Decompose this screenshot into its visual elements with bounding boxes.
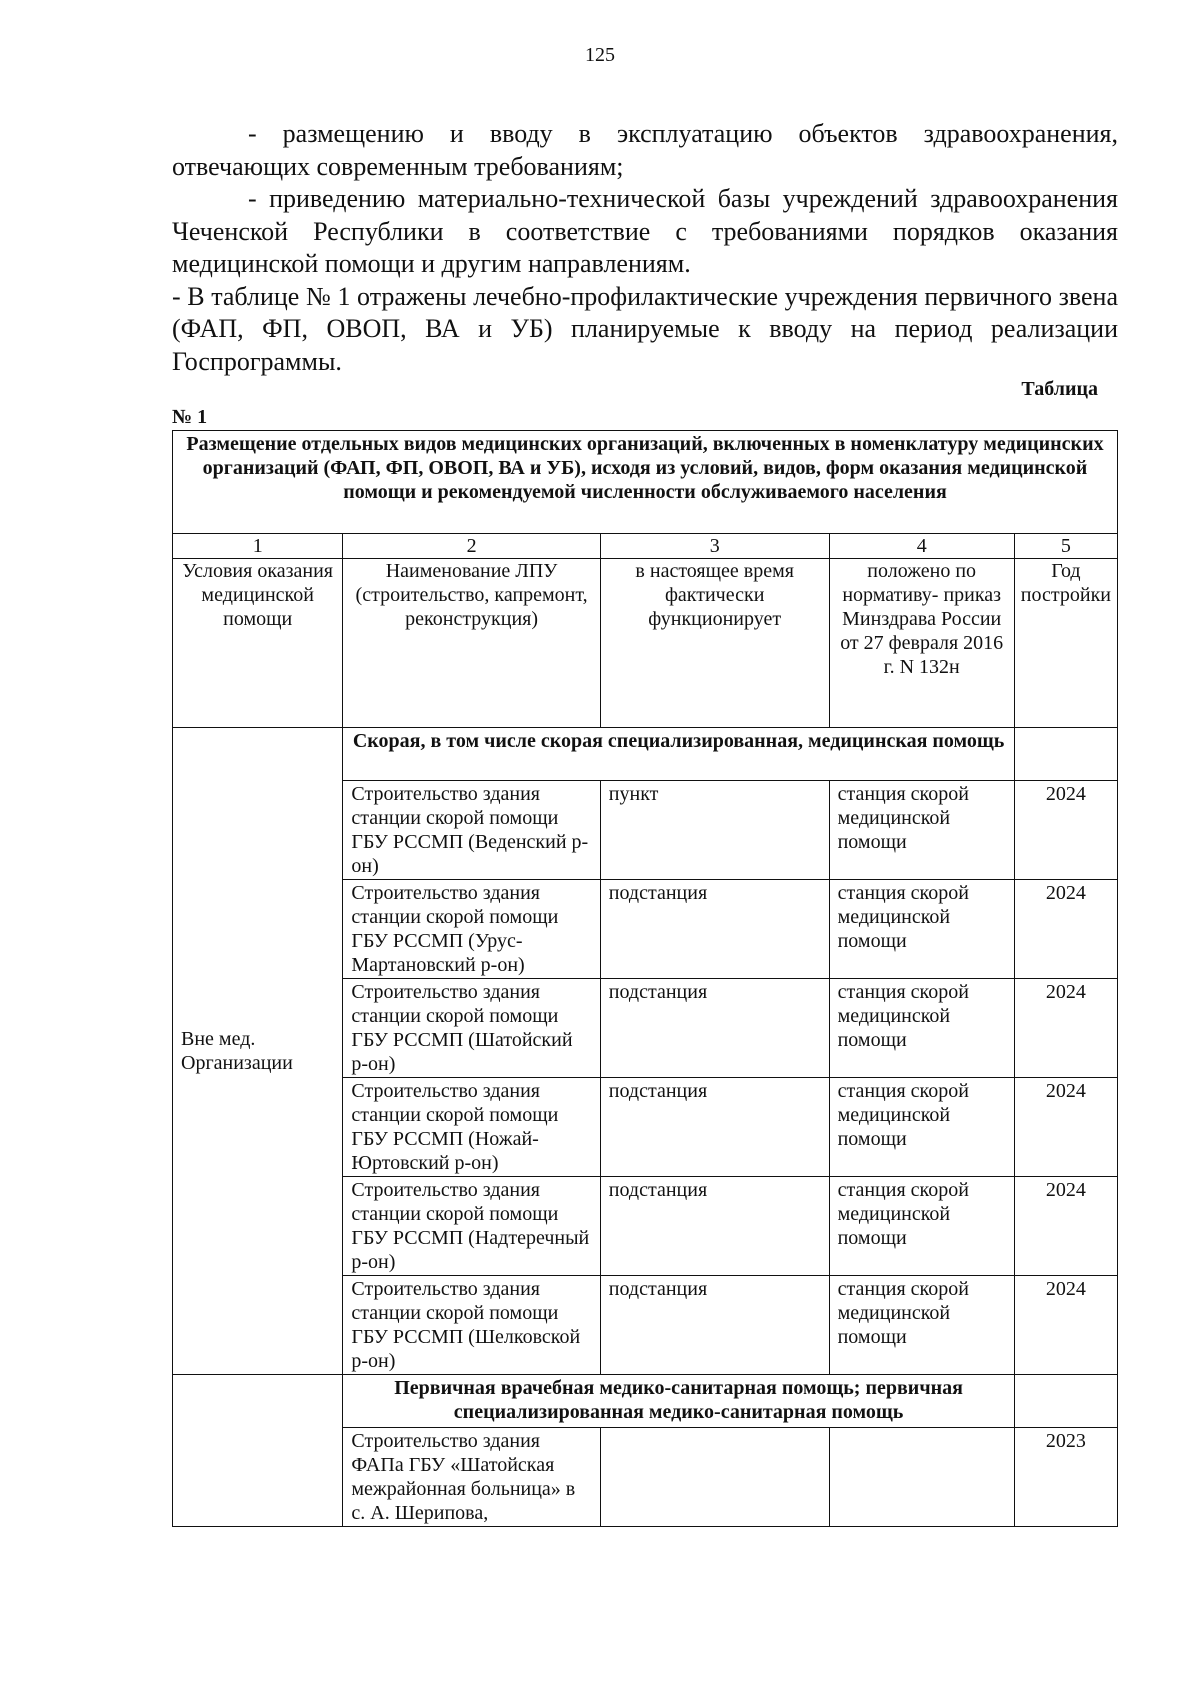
section-row [173, 728, 1118, 781]
facilities-table [172, 430, 1118, 1527]
year-built: 2024 [1014, 1276, 1117, 1375]
facility-name: Строительство здания станции скорой помощи ГБУ РССМП (Шатойский р-он) [343, 979, 600, 1078]
column-header-conditions: Условия оказания медицинской помощи [173, 559, 343, 728]
section-heading: Первичная врачебная медико-санитарная помощь; первичная специализированная медико-санитарная помощь [343, 1375, 1014, 1428]
table-caption [0, 378, 1200, 438]
section-row [173, 1375, 1118, 1428]
facility-name: Строительство здания станции скорой помощи ГБУ РССМП (Ножай-Юртовский р-он) [343, 1078, 600, 1177]
condition-cell: Вне мед. Организации [173, 728, 343, 1375]
facility-name: Строительство здания ФАПа ГБУ «Шатойская межрайонная больница» в с. А. Шерипова, [343, 1428, 600, 1527]
norm-status: станция скорой медицинской помощи [829, 1177, 1014, 1276]
empty-cell [1014, 728, 1117, 781]
facility-name: Строительство здания станции скорой помощи ГБУ РССМП (Урус-Мартановский р-он) [343, 880, 600, 979]
intro-text [172, 118, 1118, 378]
table-caption-label: Таблица [1021, 378, 1098, 400]
intro-paragraph: - приведению материально-технической базы учреждений здравоохранения Чеченской Республики в соответствие с требованиями порядков оказания медицинской помощи и другим направлениям. [172, 184, 1118, 278]
year-built: 2024 [1014, 979, 1117, 1078]
column-number: 1 [173, 534, 343, 559]
norm-status: станция скорой медицинской помощи [829, 880, 1014, 979]
column-header-year: Год постройки [1014, 559, 1117, 728]
column-number: 4 [829, 534, 1014, 559]
year-built: 2024 [1014, 781, 1117, 880]
current-status [600, 1428, 829, 1527]
column-number: 5 [1014, 534, 1117, 559]
empty-cell [1014, 1375, 1117, 1428]
intro-paragraph: - размещению и вводу в эксплуатацию объектов здравоохранения, отвечающих современным требованиям; [172, 119, 1118, 181]
section-heading: Скорая, в том числе скорая специализированная, медицинская помощь [343, 728, 1014, 781]
current-status: подстанция [600, 880, 829, 979]
year-built: 2023 [1014, 1428, 1117, 1527]
condition-cell [173, 1375, 343, 1527]
facility-name: Строительство здания станции скорой помощи ГБУ РССМП (Надтеречный р-он) [343, 1177, 600, 1276]
column-number: 3 [600, 534, 829, 559]
column-number-row [173, 534, 1118, 559]
intro-paragraph: - В таблице № 1 отражены лечебно-профилактические учреждения первичного звена (ФАП, ФП, ОВОП, ВА и УБ) планируемые к вводу на период реализации Госпрограммы. [172, 281, 1118, 376]
norm-status [829, 1428, 1014, 1527]
year-built: 2024 [1014, 1177, 1117, 1276]
column-header-current: в настоящее время фактически функционирует [600, 559, 829, 728]
current-status: подстанция [600, 979, 829, 1078]
current-status: подстанция [600, 1276, 829, 1375]
norm-status: станция скорой медицинской помощи [829, 1078, 1014, 1177]
norm-status: станция скорой медицинской помощи [829, 781, 1014, 880]
column-header-name: Наименование ЛПУ (строительство, капремонт, реконструкция) [343, 559, 600, 728]
current-status: пункт [600, 781, 829, 880]
norm-status: станция скорой медицинской помощи [829, 1276, 1014, 1375]
facility-name: Строительство здания станции скорой помощи ГБУ РССМП (Шелковской р-он) [343, 1276, 600, 1375]
table-caption-number: № 1 [172, 406, 208, 428]
current-status: подстанция [600, 1177, 829, 1276]
table-title: Размещение отдельных видов медицинских организаций, включенных в номенклатуру медицинских организаций (ФАП, ФП, ОВОП, ВА и УБ), исходя из условий, видов, форм оказания медицинской помощи и рекомендуемой численности обслуживаемого населения [173, 431, 1118, 534]
column-number: 2 [343, 534, 600, 559]
page-number: 125 [585, 44, 615, 66]
column-header-row [173, 559, 1118, 728]
norm-status: станция скорой медицинской помощи [829, 979, 1014, 1078]
current-status: подстанция [600, 1078, 829, 1177]
column-header-norm: положено по нормативу- приказ Минздрава России от 27 февраля 2016 г. N 132н [829, 559, 1014, 728]
year-built: 2024 [1014, 880, 1117, 979]
year-built: 2024 [1014, 1078, 1117, 1177]
facility-name: Строительство здания станции скорой помощи ГБУ РССМП (Веденский р-он) [343, 781, 600, 880]
